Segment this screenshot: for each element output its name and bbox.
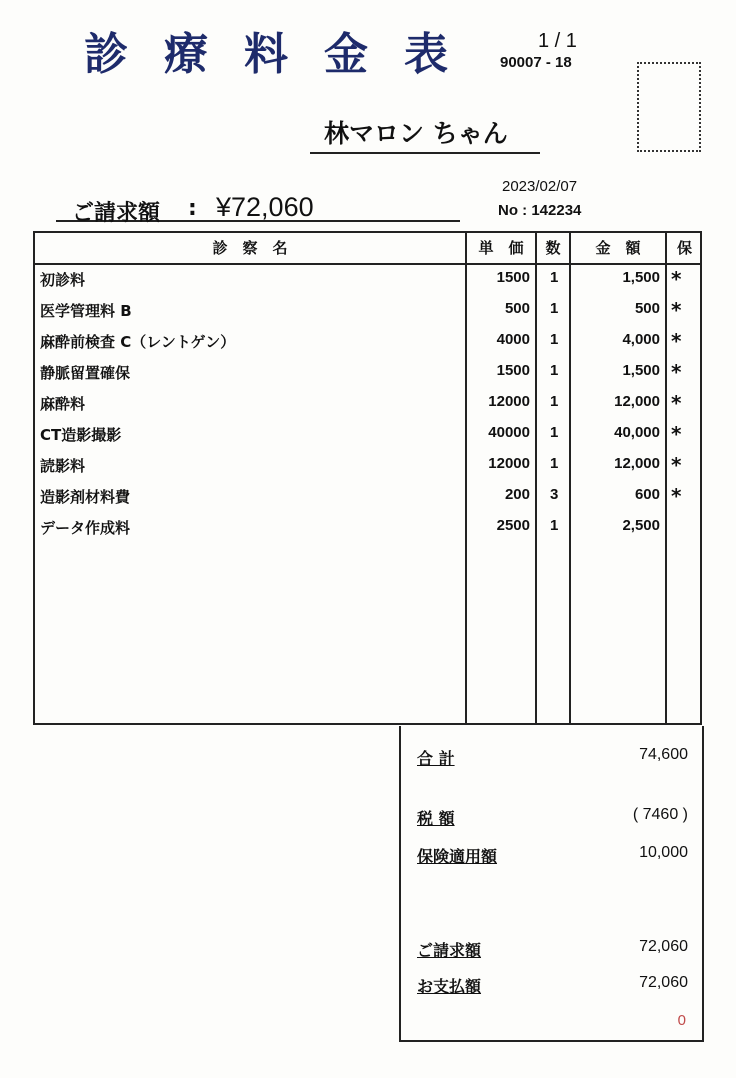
row-unit-price: 12000	[488, 393, 530, 410]
issue-date: 2023/02/07	[502, 178, 578, 195]
row-unit-price: 500	[504, 300, 530, 317]
header-amount: 金 額	[595, 239, 641, 257]
row-name: データ作成料	[40, 519, 131, 537]
billed-value: 72,060	[639, 938, 688, 955]
change-value: 0	[677, 1012, 686, 1029]
row-insurance-mark: *	[671, 391, 682, 415]
row-name: CT造影撮影	[40, 426, 122, 444]
row-name: 静脈留置確保	[40, 364, 131, 382]
tax-label: 税 額	[417, 809, 455, 828]
table-row	[35, 387, 700, 417]
row-amount: 2,500	[622, 517, 660, 534]
total-label: 合 計	[417, 749, 455, 768]
row-quantity: 1	[550, 331, 559, 348]
paid-label: お支払額	[417, 977, 482, 996]
row-insurance-mark: *	[671, 267, 682, 291]
stamp-box	[637, 62, 701, 152]
table-row	[35, 325, 700, 355]
table-row	[35, 263, 700, 293]
row-quantity: 1	[550, 424, 559, 441]
header-qty: 数	[545, 239, 561, 257]
row-name: 麻酔料	[40, 395, 86, 413]
billing-label: ご請求額	[72, 201, 161, 226]
row-unit-price: 40000	[488, 424, 530, 441]
header-insurance: 保	[676, 239, 692, 257]
row-unit-price: 1500	[496, 269, 530, 286]
billing-value: ¥72,060	[216, 192, 314, 222]
row-insurance-mark: *	[671, 298, 682, 322]
document-number: No : 142234	[498, 202, 582, 219]
page-number: 1 / 1	[538, 30, 577, 52]
row-name: 読影料	[40, 457, 86, 475]
patient-name: 林マロン ちゃん	[310, 114, 540, 154]
row-name: 造影剤材料費	[40, 488, 131, 506]
row-insurance-mark: *	[671, 484, 682, 508]
document-code: 90007 - 18	[500, 54, 572, 71]
row-amount: 12,000	[614, 393, 660, 410]
row-quantity: 1	[550, 455, 559, 472]
row-unit-price: 12000	[488, 455, 530, 472]
fee-table	[33, 231, 702, 725]
table-row	[35, 418, 700, 448]
row-amount: 1,500	[622, 362, 660, 379]
tax-value: ( 7460 )	[632, 806, 688, 823]
row-quantity: 1	[550, 269, 559, 286]
table-row	[35, 449, 700, 479]
table-row	[35, 356, 700, 386]
row-insurance-mark: *	[671, 422, 682, 446]
row-amount: 1,500	[622, 269, 660, 286]
summary-box	[399, 726, 704, 1042]
row-insurance-mark: *	[671, 329, 682, 353]
row-name: 初診料	[40, 271, 86, 289]
row-amount: 12,000	[614, 455, 660, 472]
row-name: 医学管理料 B	[40, 302, 132, 320]
billing-amount-line	[56, 192, 460, 226]
row-insurance-mark: *	[671, 360, 682, 384]
insurance-value: 10,000	[639, 844, 688, 861]
total-value: 74,600	[639, 746, 688, 763]
row-quantity: 3	[550, 486, 559, 503]
row-amount: 600	[634, 486, 660, 503]
row-unit-price: 1500	[496, 362, 530, 379]
row-unit-price: 2500	[496, 517, 530, 534]
row-unit-price: 4000	[496, 331, 530, 348]
header-name: 診 察 名	[212, 239, 288, 257]
table-row	[35, 480, 700, 510]
paid-value: 72,060	[639, 974, 688, 991]
row-amount: 500	[634, 300, 660, 317]
row-amount: 4,000	[622, 331, 660, 348]
row-quantity: 1	[550, 393, 559, 410]
table-row	[35, 294, 700, 324]
row-unit-price: 200	[504, 486, 530, 503]
row-quantity: 1	[550, 362, 559, 379]
header-unit: 単 価	[478, 239, 524, 257]
insurance-label: 保険適用額	[417, 847, 498, 866]
row-quantity: 1	[550, 300, 559, 317]
billing-colon: :	[188, 196, 197, 221]
row-insurance-mark: *	[671, 453, 682, 477]
row-amount: 40,000	[614, 424, 660, 441]
table-row	[35, 511, 700, 541]
billed-label: ご請求額	[417, 941, 482, 960]
row-quantity: 1	[550, 517, 559, 534]
document-title: 診療料金表	[84, 29, 484, 80]
row-name: 麻酔前検査 C（レントゲン）	[40, 333, 236, 351]
